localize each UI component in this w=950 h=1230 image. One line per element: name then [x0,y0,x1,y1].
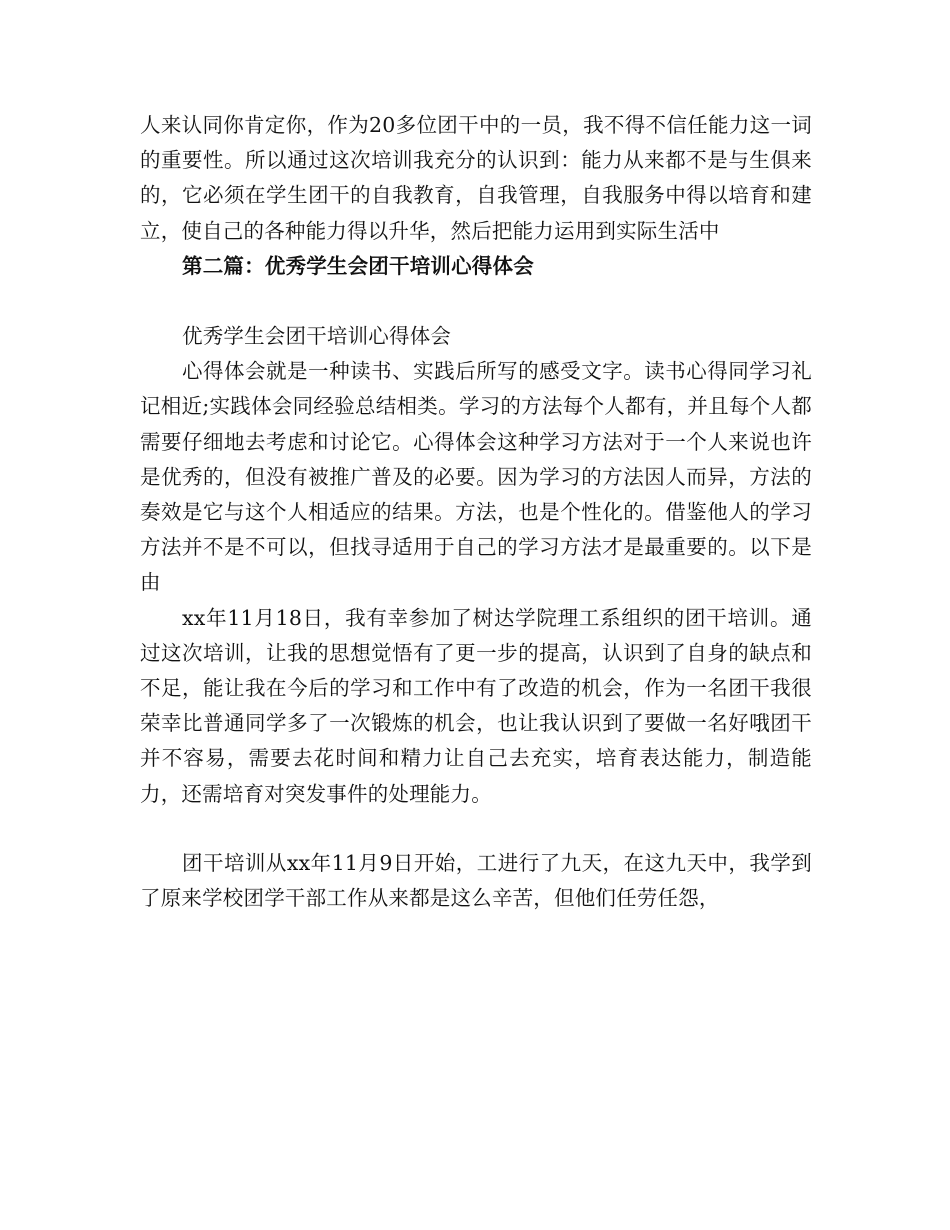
intro-paragraph: 人来认同你肯定你，作为20多位团干中的一员，我不得不信任能力这一词的重要性。所以通过这次培训我充分的认识到：能力从来都不是与生俱来的，它必须在学生团干的自我教育，自我管理，自我服务中得以培育和建立，使自己的各种能力得以升华，然后把能力运用到实际生活中 [140,113,812,243]
paragraph-3: 团干培训从xx年11月9日开始，工进行了九天，在这九天中，我学到了原来学校团学干部工作从来都是这么辛苦，但他们任劳任怨， [140,850,812,911]
section-heading: 第二篇：优秀学生会团干培训心得体会 [182,253,534,278]
blank-line [140,812,812,846]
blank-line [140,284,812,319]
paragraph-1: 心得体会就是一种读书、实践后所写的感受文字。读书心得同学习礼记相近;实践体会同经验总结相类。学习的方法每个人都有，并且每个人都需要仔细地去考虑和讨论它。心得体会这种学习方法对于一个人来说也许是优秀的，但没有被推广普及的必要。因为学习的方法因人而异，方法的奏效是它与这个人相适应的结果。方法，也是个性化的。借鉴他人的学习方法并不是不可以，但找寻适用于自己的学习方法才是最重要的。以下是由 [140,359,812,595]
subtitle: 优秀学生会团干培训心得体会 [182,324,452,349]
paragraph-2: xx年11月18日，我有幸参加了树达学院理工系组织的团干培训。通过这次培训，让我的思想觉悟有了更一步的提高，认识到了自身的缺点和不足，能让我在今后的学习和工作中有了改造的机会，作为一名团干我很荣幸比普通同学多了一次锻炼的机会，也让我认识到了要做一名好哦团干并不容易，需要去花时间和精力让自己去充实，培育表达能力，制造能力，还需培育对突发事件的处理能力。 [140,605,812,806]
document-page [140,108,812,916]
